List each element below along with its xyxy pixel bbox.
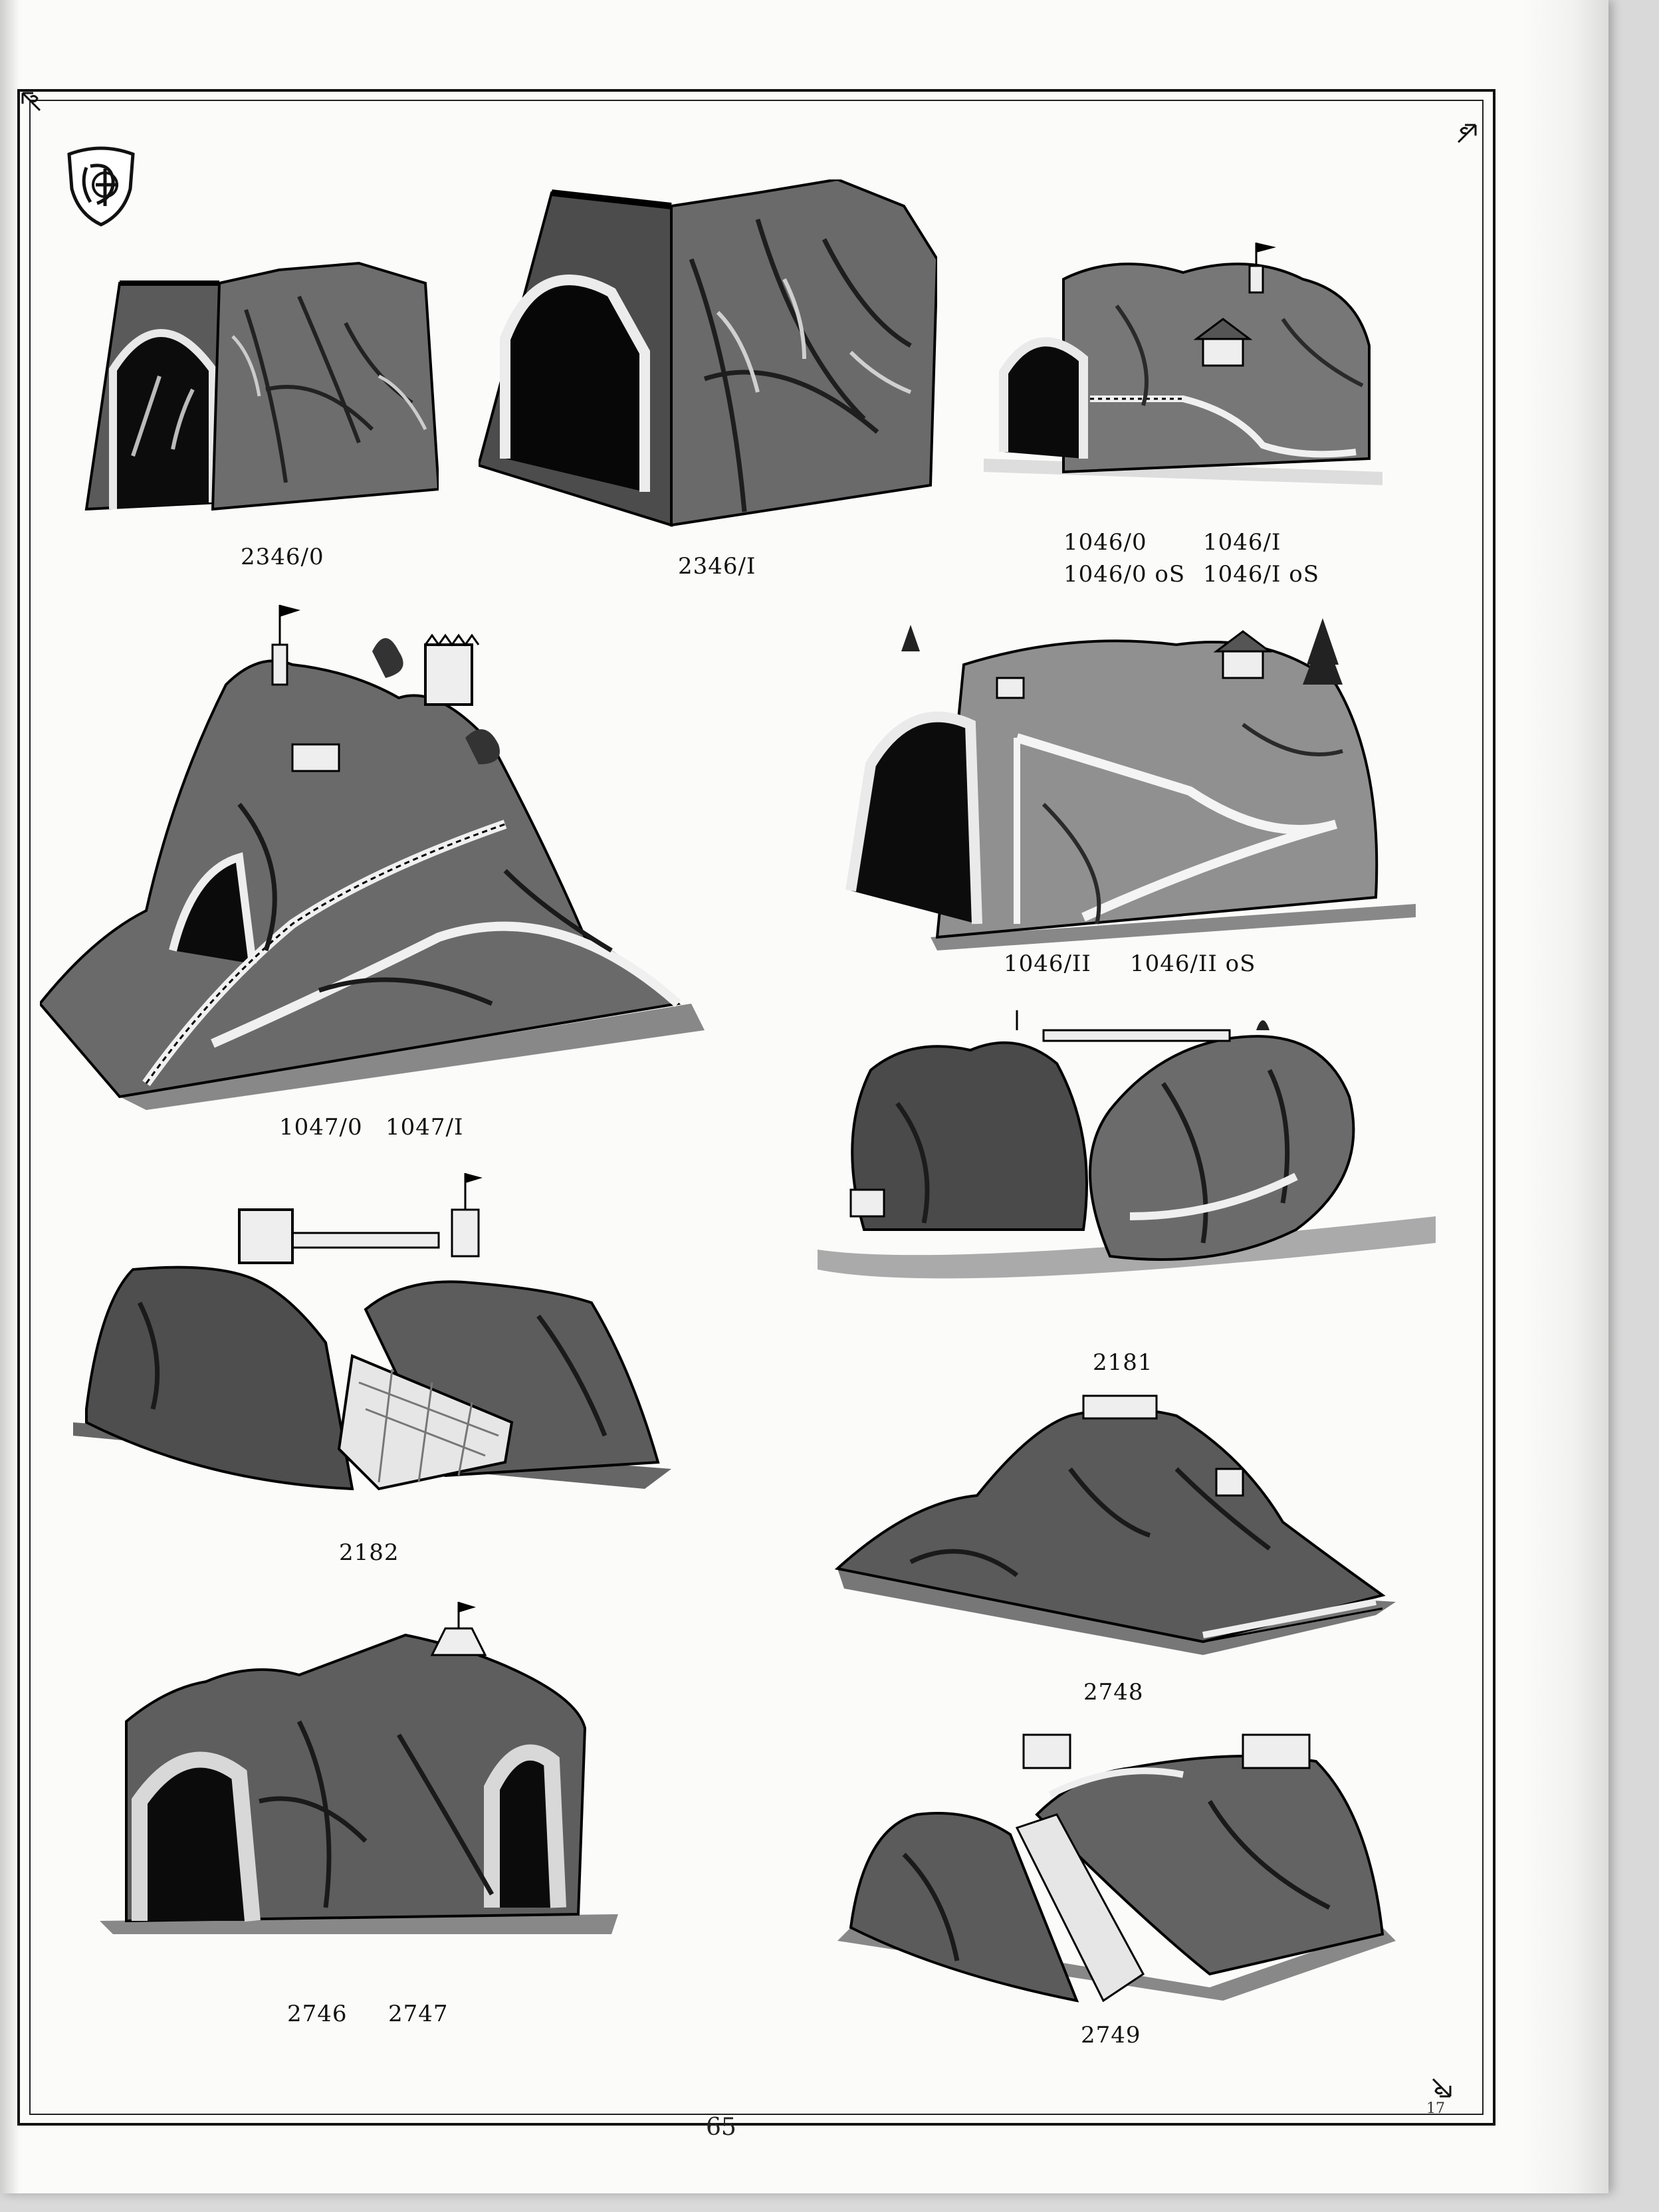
monogram-shield-icon	[64, 142, 138, 227]
tunnel-with-chapel-icon	[844, 605, 1416, 957]
product-2182	[73, 1170, 671, 1566]
tunnel-icon	[80, 257, 439, 516]
product-2181	[818, 1004, 1436, 1376]
tunnel-with-house-icon	[984, 239, 1382, 512]
item-label: 2182	[339, 1539, 399, 1566]
item-label: 2181	[1093, 1349, 1153, 1376]
tunnel-icon	[479, 179, 937, 538]
item-label: 2746	[287, 2001, 348, 2027]
hill-with-fort-icon	[831, 1389, 1396, 1662]
mountain-tunnel-with-castle-icon	[40, 592, 705, 1117]
margin-mark: 17	[1426, 2100, 1445, 2117]
product-2746-2747	[100, 1602, 618, 2027]
item-label: 1046/II	[1004, 950, 1091, 977]
page-spine-shadow	[1522, 0, 1608, 2193]
product-1046-II	[844, 605, 1416, 977]
item-label: 2747	[388, 2001, 449, 2027]
corner-ornament-icon	[20, 90, 52, 122]
item-label: 1046/I	[1203, 529, 1281, 556]
item-label: 1046/0 oS	[1063, 561, 1186, 588]
mountain-with-bridge-icon	[73, 1170, 671, 1529]
item-label: 1046/0	[1063, 529, 1147, 556]
rock-formation-with-bridge-icon	[818, 1004, 1436, 1316]
item-label: 2346/0	[241, 544, 324, 570]
product-1046	[984, 239, 1382, 588]
product-2346-I	[479, 179, 937, 580]
item-label: 1047/0	[279, 1114, 363, 1141]
corner-ornament-icon	[1421, 2067, 1453, 2099]
product-2748	[831, 1389, 1396, 1706]
rock-with-ruin-icon	[837, 1721, 1396, 2021]
product-1047	[40, 592, 705, 1141]
item-label: 1046/II oS	[1130, 950, 1256, 977]
item-label: 2346/I	[678, 553, 756, 580]
page-number: 65	[706, 2114, 736, 2141]
item-label: 2749	[1081, 2022, 1141, 2048]
corner-ornament-icon	[1446, 122, 1478, 154]
product-2749	[837, 1721, 1396, 2048]
item-label: 2748	[1083, 1679, 1144, 1706]
item-label: 1047/I	[386, 1114, 464, 1141]
double-tunnel-icon	[100, 1602, 618, 1987]
item-label: 1046/I oS	[1203, 561, 1319, 588]
product-2346-0	[80, 257, 439, 570]
